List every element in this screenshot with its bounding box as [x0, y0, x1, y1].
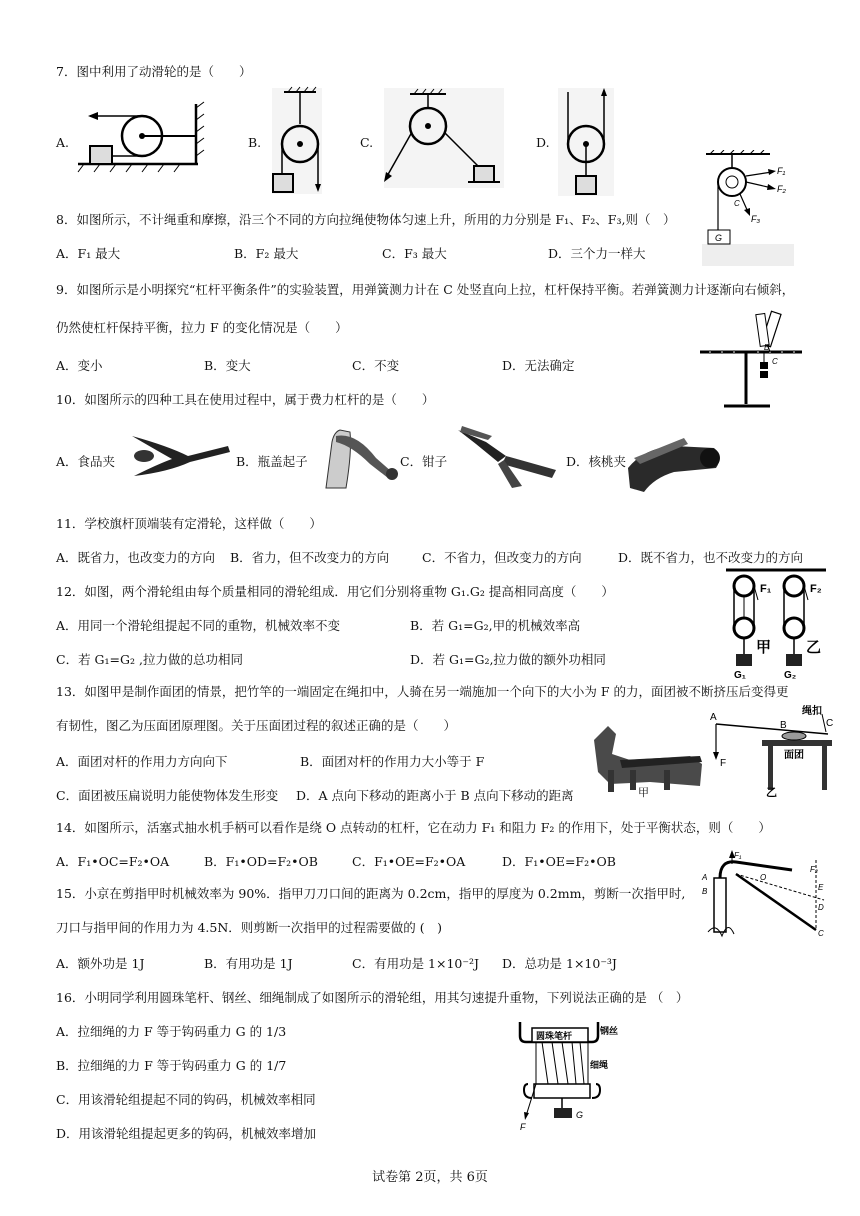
q14-option-d: D．F₁•OE=F₂•OB: [502, 854, 616, 869]
q7-figure-c: [382, 86, 506, 190]
q12-label-yi: 乙: [806, 639, 822, 656]
q13-label-f: F: [720, 758, 727, 769]
q9-figure: [690, 304, 808, 412]
q13-option-b: B．面团对杆的作用力大小等于 F: [300, 754, 485, 769]
q12-option-c: C．若 G₁=G₂ ,拉力做的总功相同: [56, 652, 243, 667]
q9-label-b: B: [764, 343, 770, 352]
q8-label-c: C: [734, 199, 740, 208]
q12-label-jia: 甲: [756, 639, 772, 656]
q14-label-e: E: [818, 883, 824, 892]
q9-option-b: B．变大: [204, 358, 251, 373]
q14-label-a: A: [702, 873, 708, 882]
q16-option-b: B．拉细绳的力 F 等于钩码重力 G 的 1/7: [56, 1058, 287, 1073]
q7-option-d: D.: [536, 135, 550, 150]
q13-option-a: A．面团对杆的作用力方向向下: [56, 754, 228, 769]
q12-label-g1: G₁: [734, 670, 746, 681]
q16-option-d: D．用该滑轮组提起更多的钩码，机械效率增加: [56, 1126, 317, 1141]
q12-figure: [722, 566, 830, 682]
q8-label-f3: F₃: [751, 214, 761, 224]
q7-option-b: B.: [248, 135, 262, 150]
q14-label-b: B: [702, 887, 708, 896]
q13-stem-line1: 13．如图甲是制作面团的情景，把竹竿的一端固定在绳扣中，人骑在另一端施加一个向下的大小为 F 的力，面团被不断挤压后变得更: [56, 684, 789, 699]
q12-label-f2: F₂: [810, 583, 822, 595]
q7-figure-a: [74, 98, 214, 174]
q14-stem: 14．如图所示，活塞式抽水机手柄可以看作是绕 O 点转动的杠杆，它在动力 F₁ 和阻力 F₂ 的作用下，处于平衡状态，则（ ）: [56, 820, 771, 835]
q14-label-f1: F₁: [734, 851, 742, 860]
q8-figure: [700, 150, 796, 268]
q12-stem: 12．如图，两个滑轮组由每个质量相同的滑轮组成．用它们分别将重物 G₁.G₂ 提高相同高度（ ）: [56, 584, 614, 599]
q7-option-c: C.: [360, 135, 374, 150]
q13-label-miantuan: 面团: [784, 750, 804, 761]
q16-stem: 16．小明同学利用圆珠笔杆、钢丝、细绳制成了如图所示的滑轮组，用其匀速提升重物，下列说法正确的是 （ ）: [56, 990, 689, 1005]
q15-stem-line2: 刀口与指甲间的作用力为 4.5N．则剪断一次指甲的过程需要做的 ( ): [56, 920, 443, 935]
q16-label-string: 细绳: [590, 1060, 609, 1070]
q9-option-a: A．变小: [56, 358, 103, 373]
q12-option-d: D．若 G₁=G₂,拉力做的额外功相同: [410, 652, 606, 667]
q11-option-b: B．省力，但不改变力的方向: [230, 550, 390, 565]
q10-stem: 10．如图所示的四种工具在使用过程中，属于费力杠杆的是（ ）: [56, 392, 435, 407]
q9-option-d: D．无法确定: [502, 358, 575, 373]
q16-label-pen-barrel: 圆珠笔杆: [536, 1031, 573, 1041]
q16-label-steel-wire: 钢丝: [600, 1026, 619, 1036]
q8-stem: 8．如图所示，不计绳重和摩擦，沿三个不同的方向拉绳使物体匀速上升，所用的力分别是 F₁、F₂、F₃,则（ ）: [56, 212, 676, 227]
q10-pliers-image: [452, 422, 564, 490]
q13-stem-line2: 有韧性，图乙为压面团原理图。关于压面团过程的叙述正确的是（ ）: [56, 718, 457, 733]
q10-food-tongs-image: [128, 426, 234, 488]
q7-figure-d: [556, 86, 616, 198]
q14-option-c: C．F₁•OE=F₂•OA: [352, 854, 466, 869]
q14-option-a: A．F₁•OC=F₂•OA: [56, 854, 170, 869]
q12-label-g2: G₂: [784, 670, 797, 681]
q10-bottle-opener-image: [306, 422, 400, 490]
q14-label-f2: F₂: [810, 865, 818, 874]
q12-option-b: B．若 G₁=G₂,甲的机械效率高: [410, 618, 581, 633]
q16-option-c: C．用该滑轮组提起不同的钩码，机械效率相同: [56, 1092, 316, 1107]
q16-label-f: F: [520, 1122, 526, 1132]
q10-nutcracker-image: [624, 428, 732, 494]
q10-option-d: D．核桃夹: [566, 454, 627, 469]
q7-stem: 7．图中利用了动滑轮的是（ ）: [56, 64, 252, 79]
page-footer: 试卷第 2页，共 6页: [372, 1170, 488, 1185]
q11-option-a: A．既省力，也改变力的方向: [56, 550, 216, 565]
q14-label-c: C: [818, 929, 824, 938]
q13-label-jia: 甲: [638, 786, 649, 799]
q15-option-d: D．总功是 1×10⁻³J: [502, 956, 617, 971]
q9-label-c: C: [772, 357, 778, 366]
q9-option-c: C．不变: [352, 358, 400, 373]
q13-label-yi: 乙: [766, 787, 777, 798]
q11-option-d: D．既不省力，也不改变力的方向: [618, 550, 804, 565]
q8-option-c: C．F₃ 最大: [382, 246, 447, 261]
q8-option-a: A．F₁ 最大: [56, 246, 121, 261]
q13-label-b: B: [780, 720, 787, 731]
q10-option-c: C．钳子: [400, 454, 448, 469]
q14-figure: [700, 850, 832, 940]
q15-option-c: C．有用功是 1×10⁻²J: [352, 956, 479, 971]
q16-figure: [514, 1020, 624, 1134]
q11-stem: 11．学校旗杆顶端装有定滑轮，这样做（ ）: [56, 516, 322, 531]
q8-label-g: G: [715, 233, 723, 243]
q14-option-b: B．F₁•OD=F₂•OB: [204, 854, 318, 869]
q12-label-f1: F₁: [760, 583, 772, 595]
q13-option-c: C．面团被压扁说明力能使物体发生形变: [56, 788, 279, 803]
q14-label-d: D: [818, 903, 824, 912]
q7-figure-b: [270, 86, 326, 196]
q13-label-shengkou: 绳扣: [802, 706, 822, 717]
q9-stem-line1: 9．如图所示是小明探究“杠杆平衡条件”的实验装置，用弹簧测力计在 C 处竖直向上拉，杠杆保持平衡。若弹簧测力计逐渐向右倾斜，: [56, 282, 795, 297]
q11-option-c: C．不省力，但改变力的方向: [422, 550, 582, 565]
q15-option-a: A．额外功是 1J: [56, 956, 145, 971]
q8-option-b: B．F₂ 最大: [234, 246, 299, 261]
q13-option-d: D．A 点向下移动的距离小于 B 点向下移动的距离: [296, 788, 574, 803]
q13-diagram-yi: [706, 704, 836, 798]
q10-option-b: B．瓶盖起子: [236, 454, 308, 469]
q16-label-g: G: [576, 1110, 584, 1120]
q7-option-a: A.: [56, 135, 70, 150]
q13-label-c: C: [826, 718, 834, 729]
q8-label-f2: F₂: [777, 184, 786, 194]
q14-label-o: O: [760, 873, 767, 882]
q10-option-a: A．食品夹: [56, 454, 116, 469]
q8-option-d: D．三个力一样大: [548, 246, 646, 261]
q8-label-f1: F₁: [777, 166, 786, 176]
q15-stem-line1: 15．小京在剪指甲时机械效率为 90%．指甲刀刀口间的距离为 0.2cm，指甲的厚度为 0.2mm，剪断一次指甲时,: [56, 886, 686, 901]
q9-stem-line2: 仍然使杠杆保持平衡，拉力 F 的变化情况是（ ）: [56, 320, 348, 335]
q12-option-a: A．用同一个滑轮组提起不同的重物，机械效率不变: [56, 618, 341, 633]
q15-option-b: B．有用功是 1J: [204, 956, 293, 971]
q13-label-a: A: [710, 712, 717, 723]
q16-option-a: A．拉细绳的力 F 等于钩码重力 G 的 1/3: [56, 1024, 287, 1039]
